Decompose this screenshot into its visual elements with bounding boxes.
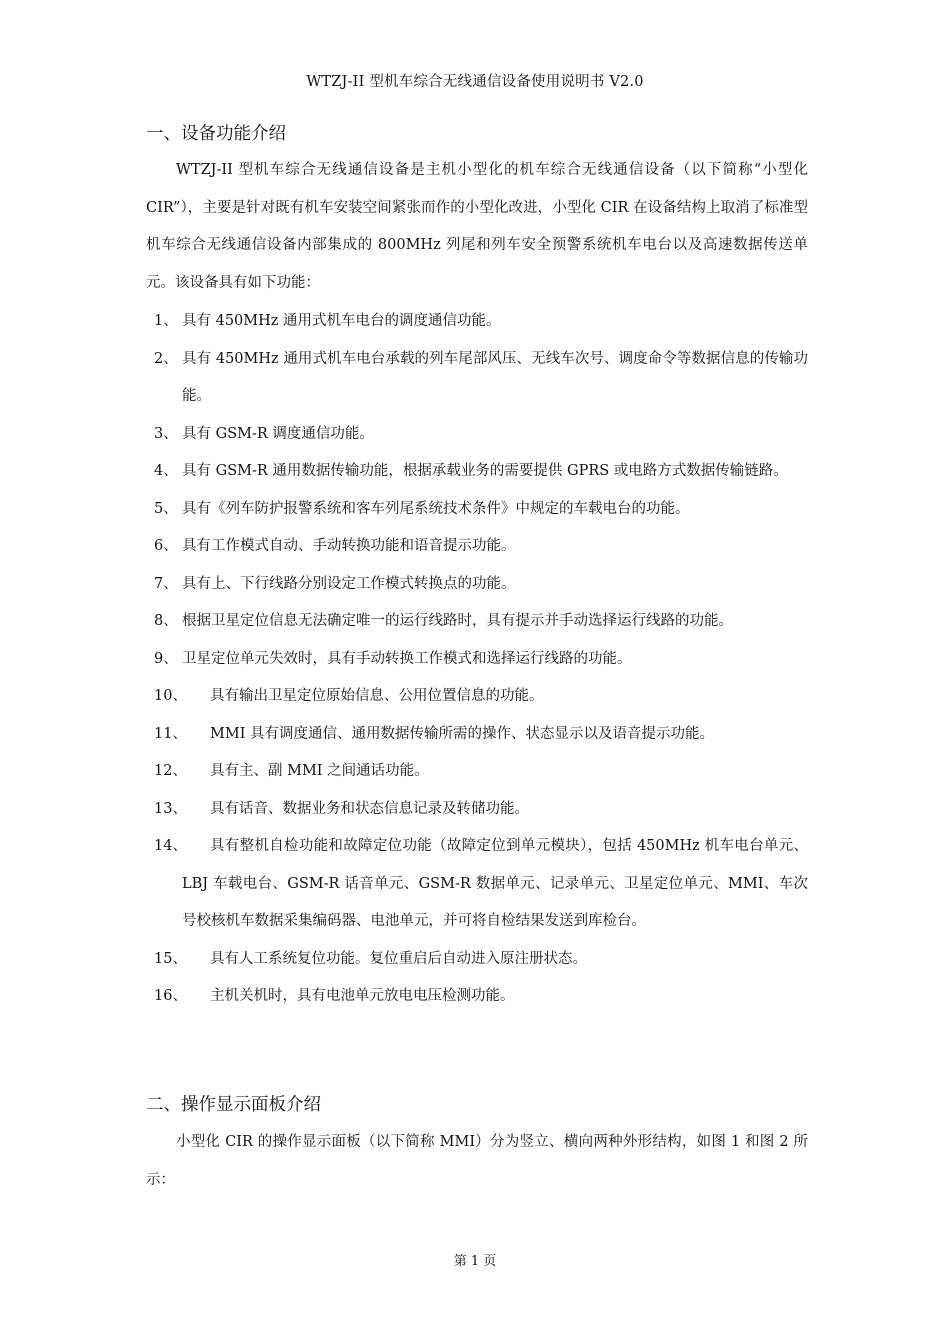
page-number: 第 1 页 [453, 1254, 497, 1269]
list-item-number: 6、 [154, 538, 178, 554]
list-item-number: 13、 [154, 800, 187, 817]
page-header: WTZJ-II 型机车综合无线通信设备使用说明书 V2.0 [306, 74, 644, 90]
list-item [146, 528, 808, 566]
list-item-number: 1、 [154, 313, 178, 329]
list-item-number: 15、 [154, 950, 187, 967]
function-list [146, 303, 808, 1016]
list-item-text: 具有 450MHz 通用式机车电台的调度通信功能。 [182, 313, 501, 329]
list-item-text: 具有人工系统复位功能。复位重启后自动进入原注册状态。 [210, 950, 587, 967]
list-item [146, 453, 808, 491]
list-item-text: 具有《列车防护报警系统和客车列尾系统技术条件》中规定的车载电台的功能。 [182, 500, 690, 517]
list-item-number: 8、 [154, 613, 178, 629]
list-item [146, 753, 808, 791]
list-item-text: 具有主、副 MMI 之间通话功能。 [210, 763, 429, 779]
list-item-text: 具有工作模式自动、手动转换功能和语音提示功能。 [182, 538, 516, 554]
list-item-number: 14、 [154, 838, 187, 854]
list-item [146, 678, 808, 716]
list-item-text: 具有上、下行线路分别设定工作模式转换点的功能。 [182, 575, 516, 592]
list-item-text: 具有 450MHz 通用式机车电台承载的列车尾部风压、无线车次号、调度命令等数据信息的传输功能。 [182, 350, 808, 404]
section-title-device-functions: 一、设备功能介绍 [146, 124, 286, 144]
list-item-text: 根据卫星定位信息无法确定唯一的运行线路时，具有提示并手动选择运行线路的功能。 [182, 613, 733, 629]
list-item-number: 12、 [154, 763, 187, 779]
list-item-number: 3、 [154, 425, 178, 442]
list-item-number: 4、 [154, 463, 178, 479]
list-item [146, 978, 808, 1016]
list-item [146, 566, 808, 604]
list-item [146, 491, 808, 529]
section2-intro-paragraph: 小型化 CIR 的操作显示面板（以下简称 MMI）分为竖立、横向两种外形结构，如图 1 和图 2 所示： [146, 1134, 808, 1188]
list-item-text: 具有话音、数据业务和状态信息记录及转储功能。 [210, 800, 529, 817]
list-item-text: MMI 具有调度通信、通用数据传输所需的操作、状态显示以及语音提示功能。 [210, 725, 715, 742]
section1-intro-paragraph: WTZJ-II 型机车综合无线通信设备是主机小型化的机车综合无线通信设备（以下简称“小型化 CIR”），主要是针对既有机车安装空间紧张而作的小型化改进，小型化 CIR 在设备结构上取消了标准型机车综合无线通信设备内部集成的 800MHz 列尾和列车安全预警系统机车电台以及高速数据传送单元。该设备具有如下功能： [146, 162, 808, 291]
list-item-number: 5、 [154, 500, 178, 517]
section-title-operation-panel: 二、操作显示面板介绍 [146, 1095, 321, 1115]
list-item [146, 416, 808, 454]
list-item [146, 341, 808, 416]
list-item-number: 2、 [154, 350, 178, 367]
list-item-number: 7、 [154, 575, 178, 592]
list-item-text: 卫星定位单元失效时，具有手动转换工作模式和选择运行线路的功能。 [182, 650, 632, 667]
list-item-text: 具有输出卫星定位原始信息、公用位置信息的功能。 [210, 688, 544, 704]
list-item [146, 716, 808, 754]
list-item-number: 11、 [154, 725, 187, 742]
list-item [146, 641, 808, 679]
list-item-text: 具有整机自检功能和故障定位功能（故障定位到单元模块），包括 450MHz 机车电台单元、LBJ 车载电台、GSM-R 话音单元、GSM-R 数据单元、记录单元、卫星定位单元、MMI、车次号校核机车数据采集编码器、电池单元，并可将自检结果发送到库检台。 [182, 838, 808, 929]
list-item-number: 10、 [154, 688, 187, 704]
list-item [146, 791, 808, 829]
list-item-number: 16、 [154, 988, 187, 1004]
list-item-text: 具有 GSM-R 调度通信功能。 [182, 425, 374, 442]
list-item-text: 主机关机时，具有电池单元放电电压检测功能。 [210, 988, 515, 1004]
list-item [146, 603, 808, 641]
list-item-number: 9、 [154, 650, 178, 667]
list-item-text: 具有 GSM-R 通用数据传输功能，根据承载业务的需要提供 GPRS 或电路方式数据传输链路。 [182, 463, 788, 479]
list-item [146, 941, 808, 979]
list-item [146, 828, 808, 941]
list-item [146, 303, 808, 341]
